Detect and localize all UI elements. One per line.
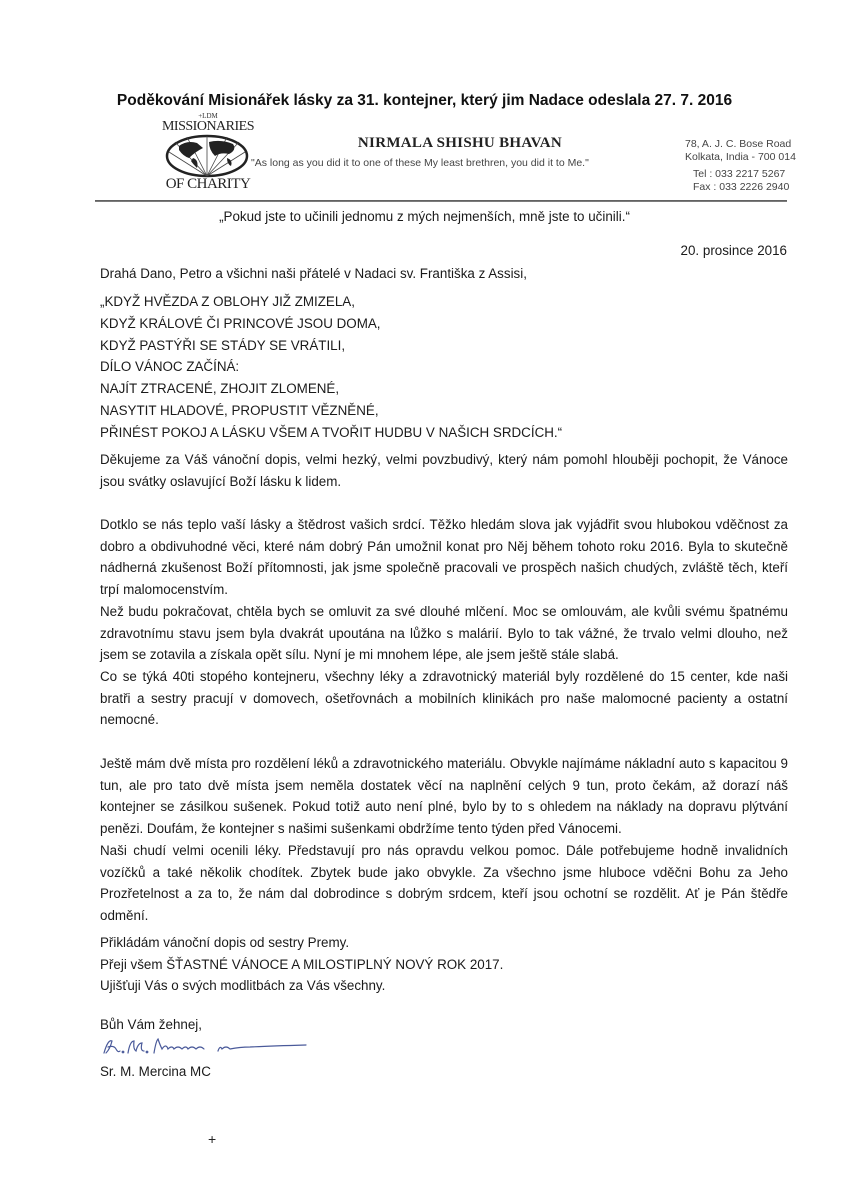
missionaries-of-charity-logo	[153, 112, 263, 197]
paragraph: Děkujeme za Váš vánoční dopis, velmi hezký, velmi povzbudivý, který nám pomohl hlouběji pochopit, že Vánoce jsou svátky oslavující Boží lásku k lidem.	[100, 452, 788, 489]
poem-line: „KDYŽ HVĚZDA Z OBLOHY JIŽ ZMIZELA,	[100, 294, 355, 309]
logo-text-line2: OF CHARITY	[165, 176, 251, 192]
paragraph: Co se týká 40ti stopého kontejneru, všechny léky a zdravotnický materiál byly rozdělené do 15 center, kde naši bratři a sestry pracují v domovech, ošetřovnách a mobilních klinikách pro naše malomocné pacienty a ostatní nemocné.	[100, 669, 788, 728]
poem-line: DÍLO VÁNOC ZAČÍNÁ:	[100, 359, 240, 375]
poem-line: NASYTIT HLADOVÉ, PROPUSTIT VĚZNĚNÉ,	[100, 402, 379, 418]
address-line: 78, A. J. C. Bose Road	[685, 138, 792, 150]
signer-name: Sr. M. Mercina MC	[100, 1064, 211, 1079]
footer-mark: +	[208, 1131, 217, 1147]
paragraph: Ještě mám dvě místa pro rozdělení léků a zdravotnického materiálu. Obvykle najímáme nákladní auto s kapacitou 9 tun, ale pro tato dvě místa jsem neměla dostatek věcí na naplnění celých 9 tun, proto čekám, až dorazí náš kontejner se zásilkou sušenek. Pokud totiž auto není plné, bylo by to s ohledem na náklady na dopravu plýtvání penězi. Doufám, že kontejner s našimi sušenkami obdržíme tento týden před Vánocemi.	[100, 756, 788, 837]
motto-czech: „Pokud jste to učinili jednomu z mých nejmenších, mně jste to učinili.“	[219, 209, 630, 224]
salutation: Drahá Dano, Petro a všichni naši přátelé v Nadaci sv. Františka z Assisi,	[100, 266, 527, 281]
logo-text-line1: MISSIONARIES	[161, 119, 254, 134]
letterhead	[95, 112, 795, 202]
organization-name: NIRMALA SHISHU BHAVAN	[357, 135, 563, 151]
globe-icon	[165, 134, 249, 178]
handwritten-signature	[100, 1035, 330, 1057]
paragraph: Dotklo se nás teplo vaší lásky a štědrost vašich srdcí. Těžko hledám slova jak vyjádřit svou hlubokou vděčnost za dobro a obdivuhodné věci, které nám dobrý Pán umožnil konat pro Něj během tohoto roku 2016. Byla to skutečně nádherná zkušenost Boží přítomnosti, jak jsme společně pracovali ve prospěch našich chudých, zvláště těch, kteří trpí malomocenstvím.	[100, 517, 788, 598]
fax: Fax : 033 2226 2940	[693, 181, 790, 193]
paragraph: Naši chudí velmi ocenili léky. Představují pro nás opravdu velkou pomoc. Dále potřebujeme hodně invalidních vozíčků a také několik chodítek. Zbytek bude jako obvykle. Za všechno jsme hluboce vděčni Bohu za Jeho Prozřetelnost a za to, že nám dal dobrodince s dobrým srdcem, kteří jsou ochotní se rozdělit. Ať je Pán štědře odmění.	[100, 843, 788, 924]
page-title: Poděkování Misionářek lásky za 31. kontejner, který jim Nadace odeslala 27. 7. 2016	[116, 92, 733, 109]
closing-line: Přeji všem ŠŤASTNÉ VÁNOCE A MILOSTIPLNÝ NOVÝ ROK 2017.	[100, 956, 504, 972]
poem-line: KDYŽ KRÁLOVÉ ČI PRINCOVÉ JSOU DOMA,	[100, 315, 381, 331]
poem-line: NAJÍT ZTRACENÉ, ZHOJIT ZLOMENÉ,	[100, 381, 340, 397]
closing-lines	[100, 932, 503, 997]
organization-motto: "As long as you did it to one of these My least brethren, you did it to Me."	[251, 157, 589, 169]
address-block	[685, 138, 805, 194]
poem-line: PŘINÉST POKOJ A LÁSKU VŠEM A TVOŘIT HUDBU V NAŠICH SRDCÍCH.“	[100, 424, 563, 440]
address-line: Kolkata, India - 700 014	[685, 151, 796, 163]
poem	[100, 291, 562, 444]
closing-line: Ujišťuji Vás o svých modlitbách za Vás všechny.	[100, 978, 386, 993]
telephone: Tel : 033 2217 5267	[693, 168, 786, 180]
closing-line: Přikládám vánoční dopis od sestry Premy.	[100, 935, 350, 950]
paragraph: Než budu pokračovat, chtěla bych se omluvit za své dlouhé mlčení. Moc se omlouvám, ale kvůli svému špatnému zdravotnímu stavu jsem byla dvakrát upoutána na lůžko s malárií. Bylo to tak vážné, že trvalo velmi dlouho, než jsem se zotavila a získala opět sílu. Nyní je mi mnohem lépe, ale jsem ještě stále slabá.	[100, 604, 788, 663]
blessing: Bůh Vám žehnej,	[100, 1017, 202, 1032]
logo-top-text: +LDM	[198, 112, 218, 120]
poem-line: KDYŽ PASTÝŘI SE STÁDY SE VRÁTILI,	[100, 337, 346, 353]
letterhead-divider	[95, 200, 787, 202]
letter-date: 20. prosince 2016	[680, 243, 787, 258]
